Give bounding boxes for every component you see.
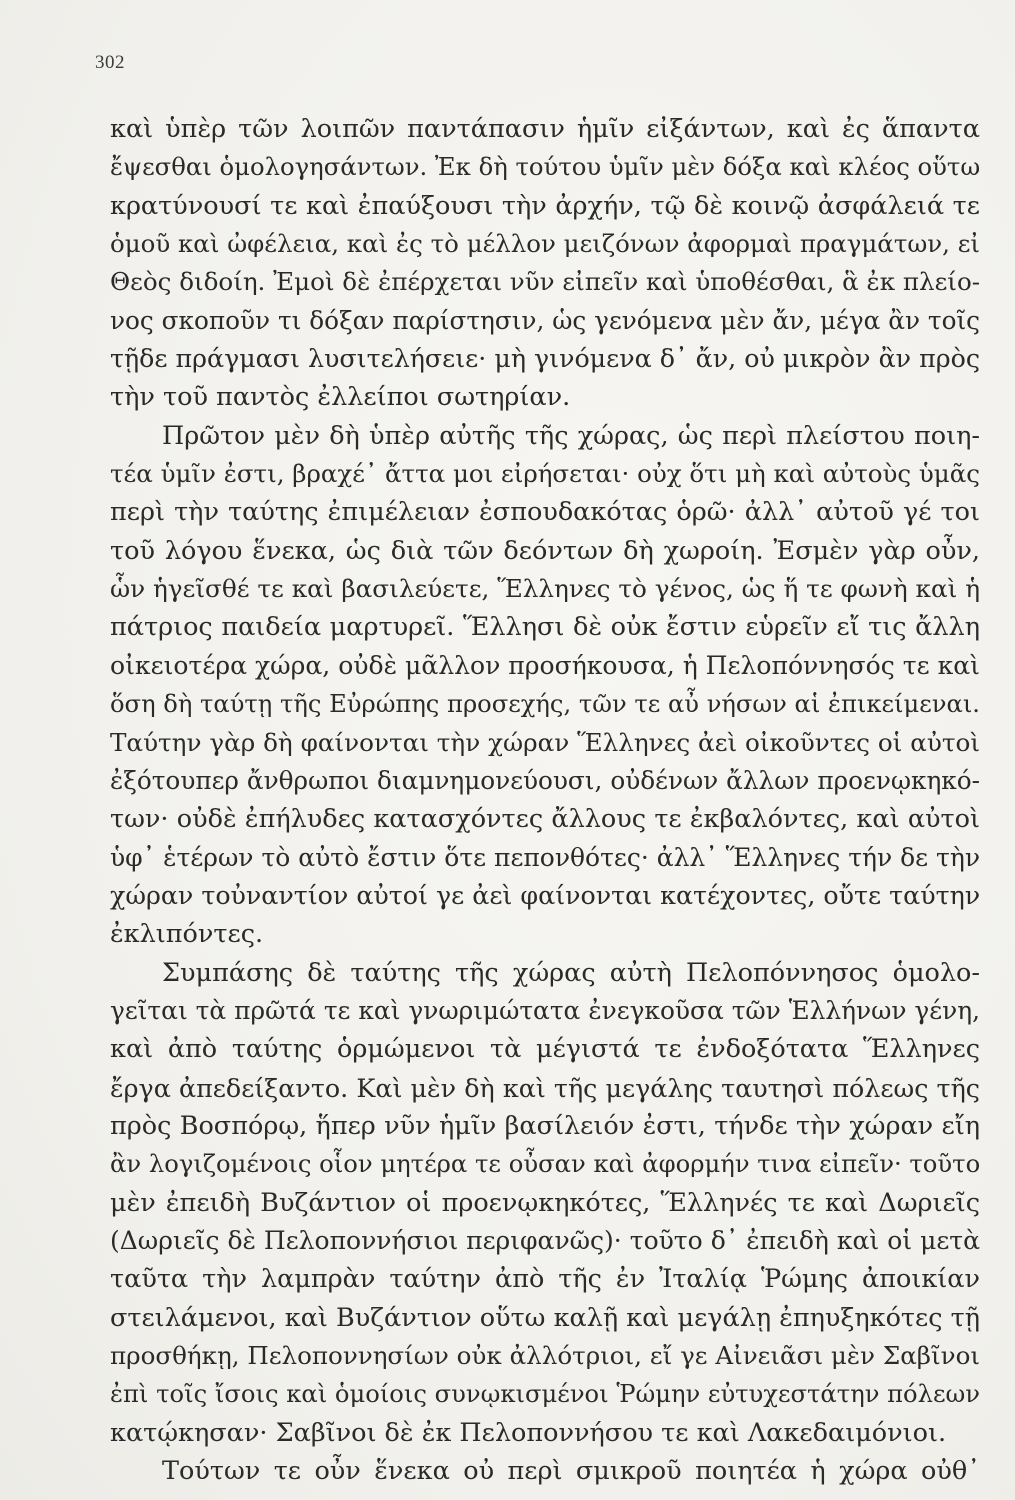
text-line: (Δωριεῖς δὲ Πελοποννήσιοι περιφανῶς)· τοῦτο δ᾽ ἐπειδὴ καὶ οἱ μετὰ — [110, 1225, 980, 1255]
text-line: κρατύνουσί τε καὶ ἐπαύξουσι τὴν ἀρχήν, τῷ δὲ κοινῷ ἀσφάλειά τε — [110, 190, 980, 221]
text-line: Ταύτην γὰρ δὴ φαίνονται τὴν χώραν Ἕλληνες ἀεὶ οἰκοῦντες οἱ αὐτοὶ — [110, 727, 980, 757]
text-line: νος σκοποῦν τι δόξαν παρίστησιν, ὡς γενόμενα μὲν ἄν, μέγα ἂν τοῖς — [110, 305, 980, 335]
text-line: κατῴκησαν· Σαβῖνοι δὲ ἐκ Πελοποννήσου τε καὶ Λακεδαιμόνιοι. — [110, 1417, 947, 1448]
text-line: προσθήκῃ, Πελοποννησίων οὐκ ἀλλότριοι, εἴ γε Αἰνειᾶσι μὲν Σαβῖνοι — [110, 1341, 980, 1370]
text-line: χώραν τοὐναντίον αὐτοί γε ἀεὶ φαίνονται κατέχοντες, οὔτε ταύτην — [110, 880, 981, 910]
paragraph-start-line: Τούτων τε οὖν ἕνεκα οὐ περὶ σμικροῦ ποιητέα ἡ χώρα οὐθ᾽ — [162, 1456, 980, 1487]
text-line: ἔψεσθαι ὁμολογησάντων. Ἐκ δὴ τούτου ὑμῖν μὲν δόξα καὶ κλέος οὕτω — [110, 152, 981, 182]
text-line: καὶ ὑπὲρ τῶν λοιπῶν παντάπασιν ἡμῖν εἰξάντων, καὶ ἐς ἅπαντα — [110, 114, 980, 144]
text-line: ὅση δὴ ταύτῃ τῆς Εὐρώπης προσεχής, τῶν τε αὖ νήσων αἱ ἐπικείμεναι. — [110, 690, 980, 719]
body-text — [110, 110, 990, 1490]
text-line: ἔργα ἀπεδείξαντο. Καὶ μὲν δὴ καὶ τῆς μεγάλης ταυτησὶ πόλεως τῆς — [110, 1072, 980, 1103]
text-line: τέα ὑμῖν ἐστι, βραχέ᾽ ἄττα μοι εἰρήσεται· οὐχ ὅτι μὴ καὶ αὐτοὺς ὑμᾶς — [110, 459, 980, 489]
text-line: ἐπὶ τοῖς ἴσοις καὶ ὁμοίοις συνῳκισμένοι Ῥώμην εὐτυχεστάτην πόλεων — [110, 1380, 980, 1409]
text-line: οἰκειοτέρα χώρα, οὐδὲ μᾶλλον προσήκουσα, ἡ Πελοπόννησός τε καὶ — [110, 650, 980, 680]
text-line: τοῦ λόγου ἕνεκα, ὡς διὰ τῶν δεόντων δὴ χωροίη. Ἐσμὲν γὰρ οὖν, — [110, 535, 980, 566]
text-line: γεῖται τὰ πρῶτά τε καὶ γνωριμώτατα ἐνεγκοῦσα τῶν Ἑλλήνων γένη, — [110, 995, 980, 1025]
text-line: τὴν τοῦ παντὸς ἐλλείποι σωτηρίαν. — [110, 382, 571, 413]
text-line: ὁμοῦ καὶ ὠφέλεια, καὶ ἐς τὸ μέλλον μειζόνων ἀφορμαὶ πραγμάτων, εἰ — [110, 229, 980, 259]
text-line: καὶ ἀπὸ ταύτης ὁρμώμενοι τὰ μέγιστά τε ἐνδοξότατα Ἕλληνες — [110, 1034, 980, 1065]
page-number: 302 — [95, 52, 125, 73]
text-line: ἐξότουπερ ἄνθρωποι διαμνημονεύουσι, οὐδένων ἄλλων προενῳκηκό- — [110, 765, 980, 795]
text-line: περὶ τὴν ταύτης ἐπιμέλειαν ἐσπουδακότας ὁρῶ· ἀλλ᾽ αὐτοῦ γέ τοι — [110, 497, 980, 528]
text-line: των· οὐδὲ ἐπήλυδες κατασχόντες ἄλλους τε ἐκβαλόντες, καὶ αὐτοὶ — [110, 804, 980, 835]
paragraph-start-line: Συμπάσης δὲ ταύτης τῆς χώρας αὐτὴ Πελοπόννησος ὁμολο- — [162, 957, 980, 988]
text-line: Θεὸς διδοίη. Ἐμοὶ δὲ ἐπέρχεται νῦν εἰπεῖν καὶ ὑποθέσθαι, ἃ ἐκ πλείο- — [110, 267, 981, 297]
paragraph-start-line: Πρῶτον μὲν δὴ ὑπὲρ αὐτῆς τῆς χώρας, ὡς περὶ πλείστου ποιη- — [162, 420, 980, 451]
text-line: ὑφ᾽ ἑτέρων τὸ αὐτὸ ἔστιν ὅτε πεπονθότες· ἀλλ᾽ Ἕλληνες τήν δε τὴν — [110, 842, 980, 872]
text-line: τῇδε πράγμασι λυσιτελήσειε· μὴ γινόμενα δ᾽ ἄν, οὐ μικρὸν ἂν πρὸς — [110, 344, 980, 374]
text-line: μὲν ἐπειδὴ Βυζάντιον οἱ προενῳκηκότες, Ἕλληνές τε καὶ Δωριεῖς — [110, 1187, 980, 1218]
text-line: στειλάμενοι, καὶ Βυζάντιον οὕτω καλῇ καὶ μεγάλῃ ἐπηυξηκότες τῇ — [110, 1302, 980, 1333]
text-line: ἂν λογιζομένοις οἷον μητέρα τε οὖσαν καὶ ἀφορμήν τινα εἰπεῖν· τοῦτο — [110, 1149, 981, 1179]
text-line: ἐκλιπόντες. — [110, 919, 264, 950]
text-line: ταῦτα τὴν λαμπρὰν ταύτην ἀπὸ τῆς ἐν Ἰταλίᾳ Ῥώμης ἀποικίαν — [110, 1264, 980, 1295]
text-line: ὧν ἡγεῖσθέ τε καὶ βασιλεύετε, Ἕλληνες τὸ γένος, ὡς ἥ τε φωνὴ καὶ ἡ — [110, 574, 980, 604]
text-line: πρὸς Βοσπόρῳ, ἥπερ νῦν ἡμῖν βασίλειόν ἐστι, τήνδε τὴν χώραν εἴη — [110, 1110, 980, 1141]
text-line: πάτριος παιδεία μαρτυρεῖ. Ἕλλησι δὲ οὐκ ἔστιν εὑρεῖν εἴ τις ἄλλη — [110, 612, 980, 643]
